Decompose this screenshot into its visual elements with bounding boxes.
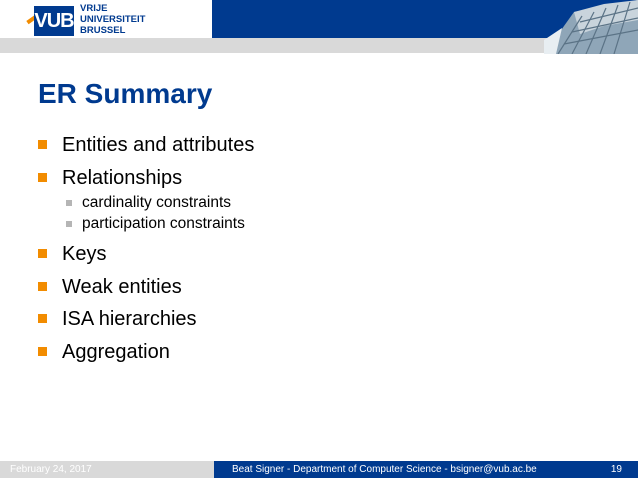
sub-bullet-item: participation constraints — [38, 214, 254, 235]
slide-title: ER Summary — [38, 78, 213, 109]
bullet-item: Entities and attributes — [38, 132, 254, 165]
bullet-item: Relationships — [38, 165, 254, 198]
sub-bullet-item: cardinality constraints — [38, 193, 254, 214]
sub-bullet-group — [38, 193, 254, 235]
bullet-item: ISA hierarchies — [38, 306, 254, 339]
logo-wordmark — [80, 3, 145, 36]
footer-bar — [214, 461, 638, 478]
vub-logo — [0, 0, 212, 38]
logo-line-2: UNIVERSITEIT — [80, 14, 146, 25]
bullet-list — [38, 132, 254, 371]
logo-mark: VUB — [34, 6, 74, 36]
logo-line-1: VRIJE — [80, 3, 108, 14]
bullet-item: Aggregation — [38, 339, 254, 372]
footer-author: Beat Signer - Department of Computer Science - bsigner@vub.ac.be — [232, 464, 537, 475]
bullet-item: Weak entities — [38, 274, 254, 307]
slide-header — [0, 0, 638, 54]
page-number: 19 — [610, 464, 622, 475]
logo-line-3: BRUSSEL — [80, 25, 126, 36]
building-image — [544, 0, 638, 54]
sub-bullet-list — [38, 193, 254, 235]
bullet-item: Keys — [38, 241, 254, 274]
header-gray-strip — [0, 38, 638, 53]
footer-date: February 24, 2017 — [0, 461, 214, 478]
